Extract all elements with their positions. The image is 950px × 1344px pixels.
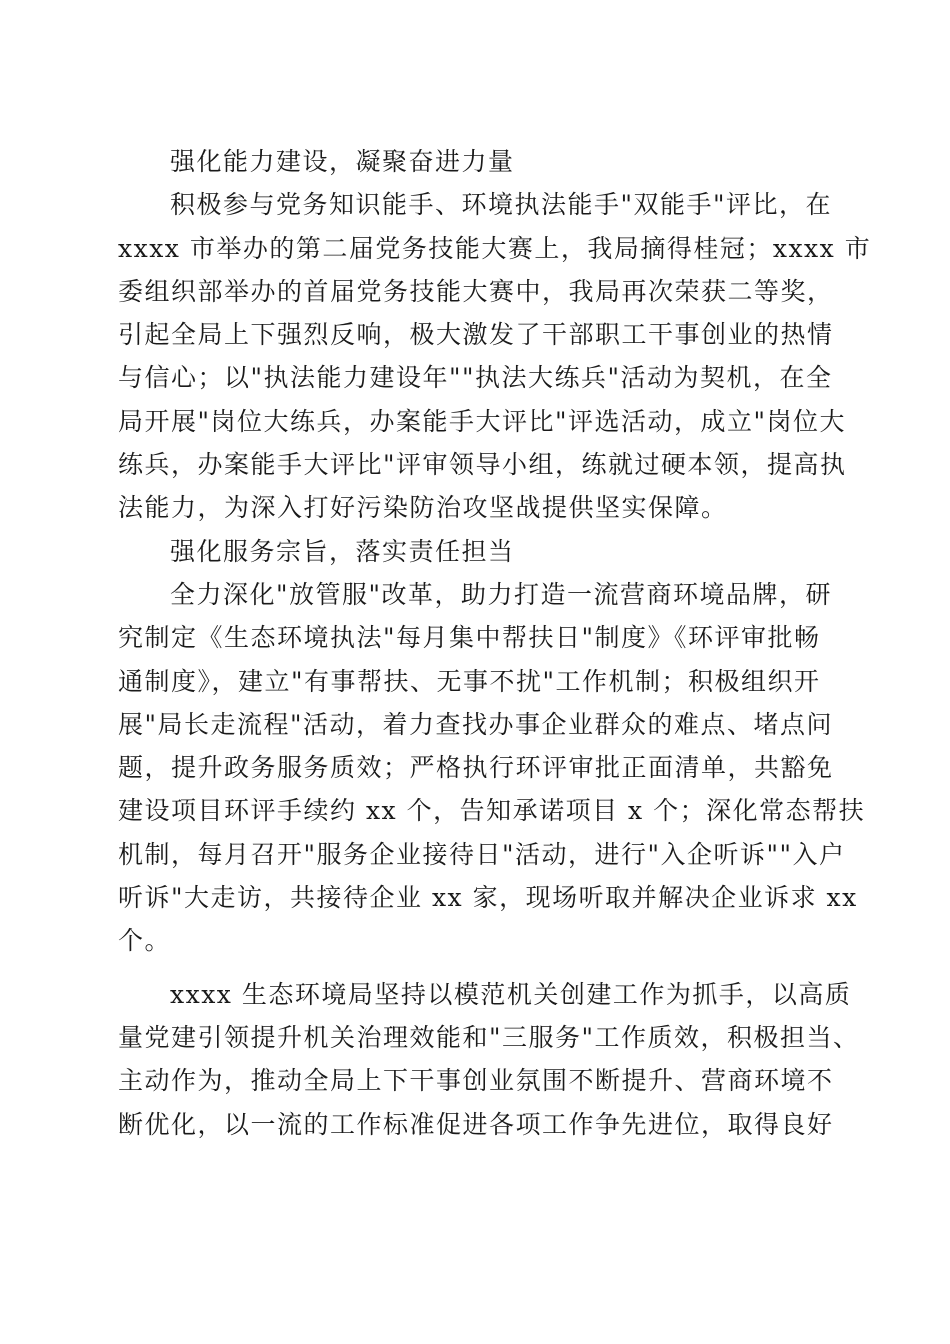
paragraph-line: 通制度》，建立"有事帮扶、无事不扰"工作机制；积极组织开 bbox=[118, 666, 821, 696]
paragraph-line: 主动作为，推动全局上下干事创业氛围不断提升、营商环境不 bbox=[118, 1066, 834, 1096]
paragraph-line: 机制，每月召开"服务企业接待日"活动，进行"入企听诉""入户 bbox=[118, 839, 846, 869]
paragraph-line: 建设项目环评手续约 xx 个，告知承诺项目 x 个；深化常态帮扶 bbox=[118, 796, 866, 826]
paragraph-line: 究制定《生态环境执法"每月集中帮扶日"制度》《环评审批畅 bbox=[118, 623, 821, 653]
paragraph-line: 与信心；以"执法能力建设年""执法大练兵"活动为契机，在全 bbox=[118, 363, 833, 393]
paragraph-line: xxxx 市举办的第二届党务技能大赛上，我局摘得桂冠；xxxx 市 bbox=[118, 233, 872, 263]
paragraph-line: 题，提升政务服务质效；严格执行环评审批正面清单，共豁免 bbox=[118, 753, 834, 783]
paragraph-line: xxxx 生态环境局坚持以模范机关创建工作为抓手，以高质 bbox=[170, 979, 852, 1009]
paragraph-line: 积极参与党务知识能手、环境执法能手"双能手"评比，在 bbox=[170, 190, 833, 220]
paragraph-line: 委组织部举办的首届党务技能大赛中，我局再次荣获二等奖， bbox=[118, 276, 834, 306]
paragraph-line: 局开展"岗位大练兵，办案能手大评比"评选活动，成立"岗位大 bbox=[118, 406, 846, 436]
paragraph-line: 法能力，为深入打好污染防治攻坚战提供坚实保障。 bbox=[118, 493, 728, 523]
section-heading: 强化能力建设，凝聚奋进力量 bbox=[170, 147, 515, 176]
paragraph-line: 个。 bbox=[118, 926, 172, 956]
paragraph-line: 断优化，以一流的工作标准促进各项工作争先进位，取得良好 bbox=[118, 1109, 834, 1139]
section-heading: 强化服务宗旨，落实责任担当 bbox=[170, 536, 515, 566]
paragraph-line: 听诉"大走访，共接待企业 xx 家，现场听取并解决企业诉求 xx bbox=[118, 883, 858, 913]
paragraph-line: 练兵，办案能手大评比"评审领导小组，练就过硬本领，提高执 bbox=[118, 450, 847, 480]
paragraph-line: 量党建引领提升机关治理效能和"三服务"工作质效，积极担当、 bbox=[118, 1022, 860, 1052]
paragraph-line: 展"局长走流程"活动，着力查找办事企业群众的难点、堵点问 bbox=[118, 709, 834, 739]
document-body bbox=[118, 140, 872, 1146]
paragraph-line: 引起全局上下强烈反响，极大激发了干部职工干事创业的热情 bbox=[118, 320, 834, 350]
paragraph-line: 全力深化"放管服"改革，助力打造一流营商环境品牌，研 bbox=[170, 579, 833, 609]
